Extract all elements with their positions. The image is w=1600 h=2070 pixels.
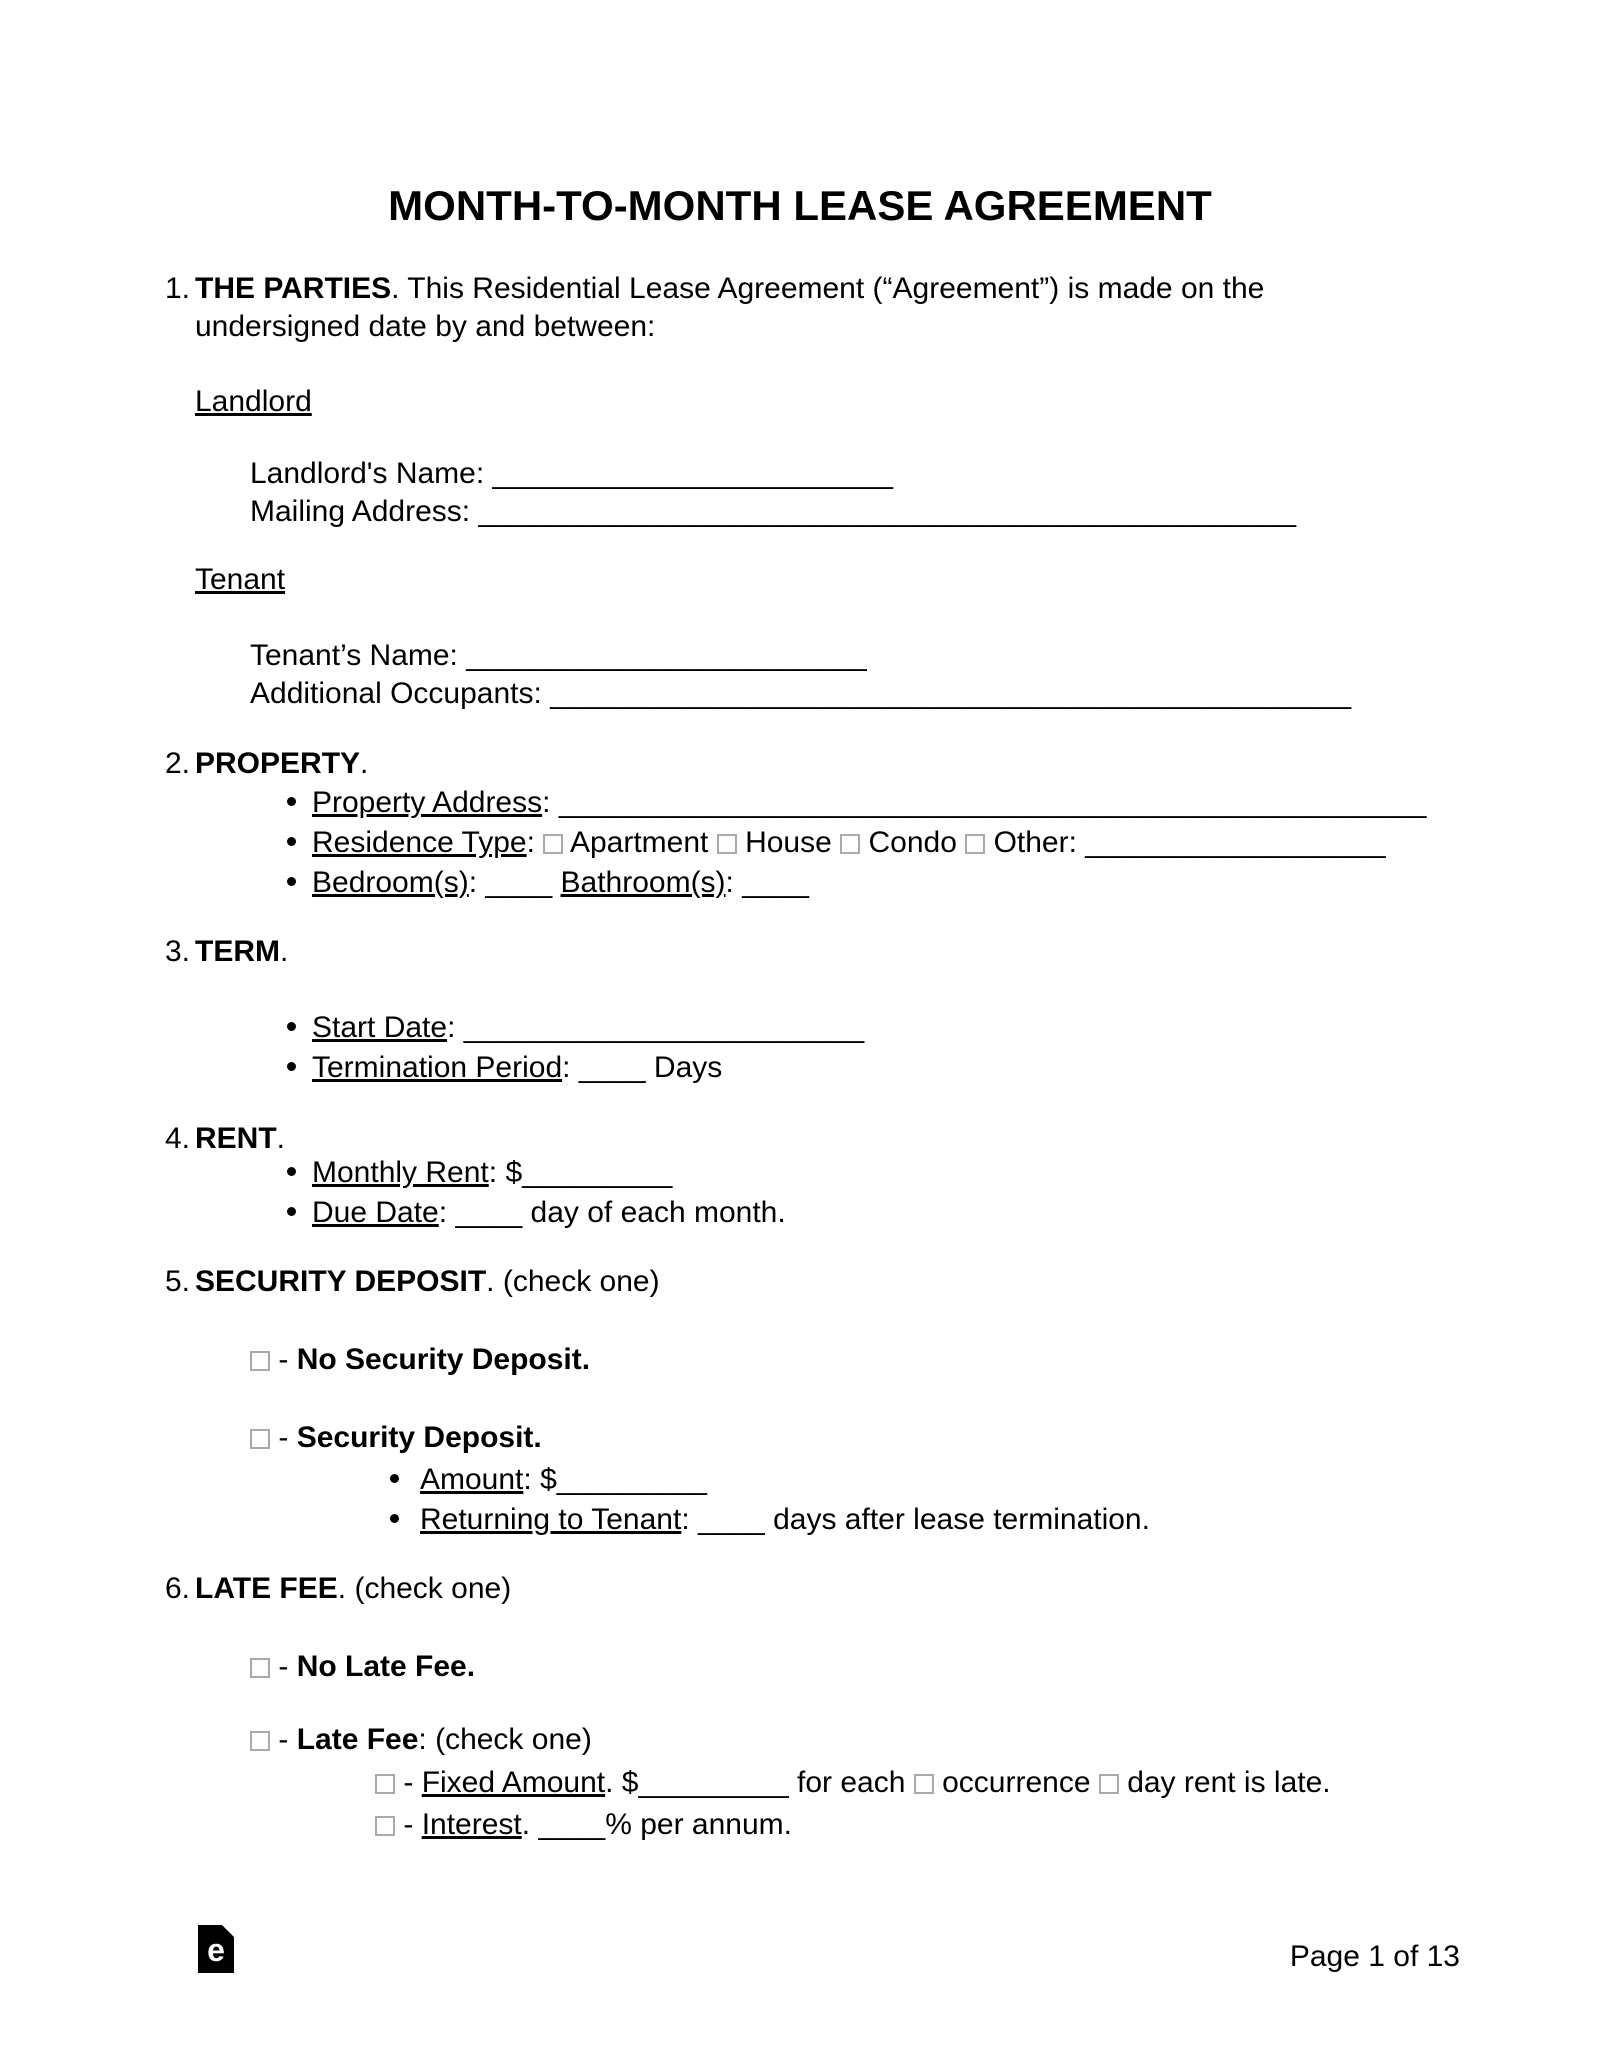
returning-to-tenant-suffix: days after lease termination. (773, 1503, 1150, 1536)
apartment-option-label: Apartment (569, 826, 709, 859)
mailing-address-label: Mailing Address: (250, 495, 471, 528)
section-number: 5. (165, 1265, 191, 1298)
tenant-fields (250, 637, 1351, 713)
tenant-name-row (250, 637, 1351, 675)
bullet-icon (390, 1514, 399, 1523)
colon: : (468, 866, 478, 899)
due-date-label: Due Date (312, 1196, 439, 1229)
parties-line-2: undersigned date by and between: (195, 310, 656, 343)
residence-type-label: Residence Type (312, 826, 527, 859)
returning-to-tenant-row (390, 1500, 1150, 1540)
amount-label: Amount (420, 1463, 524, 1496)
interest-suffix: % per annum. (605, 1808, 792, 1841)
mailing-address-row (250, 493, 1296, 531)
security-deposit-bullet-list (390, 1460, 1150, 1540)
no-late-fee-label: No Late Fee (296, 1650, 467, 1683)
no-late-fee-row (250, 1648, 475, 1686)
period: . (466, 1650, 476, 1683)
eforms-logo-letter: e (207, 1932, 225, 1968)
property-heading: PROPERTY (195, 747, 361, 780)
late-fee-option-row (250, 1721, 592, 1759)
monthly-rent-label: Monthly Rent (312, 1156, 489, 1189)
additional-occupants-blank-field[interactable]: ________________________________________________ (550, 677, 1352, 710)
section-number: 3. (165, 935, 191, 968)
bullet-icon (287, 837, 296, 846)
fixed-amount-for-each: for each (797, 1766, 906, 1799)
residence-type-row (287, 823, 1426, 863)
condo-checkbox[interactable] (840, 834, 860, 854)
interest-blank-field[interactable]: ____ (538, 1808, 606, 1841)
bedrooms-bathrooms-row (287, 863, 1426, 903)
rent-heading-row (165, 1120, 285, 1158)
day-rent-late-label: day rent is late. (1127, 1766, 1331, 1799)
bullet-icon (287, 1207, 296, 1216)
late-fee-heading: LATE FEE (195, 1572, 338, 1605)
landlord-name-blank-field[interactable]: ________________________ (492, 457, 893, 490)
no-security-deposit-label: No Security Deposit (296, 1343, 582, 1376)
property-address-label: Property Address (312, 786, 543, 819)
amount-blank-field[interactable]: _________ (556, 1463, 707, 1496)
dash: - (278, 1650, 289, 1683)
late-fee-checkbox[interactable] (250, 1731, 270, 1751)
period: . (533, 1421, 542, 1454)
start-date-row (287, 1008, 864, 1048)
section-parties (165, 270, 1264, 346)
house-checkbox[interactable] (717, 834, 737, 854)
due-date-row (287, 1193, 786, 1233)
tenant-name-label: Tenant’s Name: (250, 639, 458, 672)
fixed-amount-label: Fixed Amount (421, 1766, 606, 1799)
fixed-amount-checkbox[interactable] (375, 1774, 395, 1794)
due-date-suffix: day of each month. (530, 1196, 786, 1229)
eforms-logo-icon (198, 1925, 234, 1973)
property-bullet-list (287, 783, 1426, 903)
late-fee-option-label: Late Fee (296, 1723, 419, 1756)
colon: : (681, 1503, 690, 1536)
other-checkbox[interactable] (965, 834, 985, 854)
security-deposit-check-one: . (check one) (486, 1265, 660, 1298)
bullet-icon (287, 1062, 296, 1071)
colon: : (488, 1156, 498, 1189)
termination-period-label: Termination Period (312, 1051, 563, 1084)
monthly-rent-blank-field[interactable]: _________ (522, 1156, 673, 1189)
property-heading-row (165, 745, 368, 783)
no-security-deposit-checkbox[interactable] (250, 1351, 270, 1371)
colon: : (523, 1463, 532, 1496)
term-heading: TERM (195, 935, 280, 968)
mailing-address-blank-field[interactable]: _________________________________________________ (478, 495, 1296, 528)
colon: : (542, 786, 551, 819)
security-deposit-option-row (250, 1419, 542, 1457)
returning-to-tenant-label: Returning to Tenant (420, 1503, 682, 1536)
term-heading-period: . (280, 935, 289, 968)
parties-text: . This Residential Lease Agreement (“Agreement”) is made on the (391, 272, 1265, 305)
bullet-icon (287, 1167, 296, 1176)
bathrooms-blank-field[interactable]: ____ (742, 866, 809, 899)
colon: : (562, 1051, 571, 1084)
property-address-row (287, 783, 1426, 823)
bullet-icon (287, 797, 296, 806)
occurrence-checkbox[interactable] (914, 1774, 934, 1794)
colon: : (725, 866, 734, 899)
rent-heading: RENT (195, 1122, 277, 1155)
day-rent-late-checkbox[interactable] (1099, 1774, 1119, 1794)
termination-period-blank-field[interactable]: ____ (578, 1051, 646, 1084)
rent-bullet-list (287, 1153, 786, 1233)
occurrence-label: occurrence (942, 1766, 1091, 1799)
dollar-sign: $ (540, 1463, 557, 1496)
dash: - (278, 1723, 289, 1756)
no-security-deposit-row (250, 1341, 590, 1379)
no-late-fee-checkbox[interactable] (250, 1658, 270, 1678)
property-address-blank-field[interactable]: ____________________________________________________ (558, 786, 1427, 819)
page-title: MONTH-TO-MONTH LEASE AGREEMENT (388, 182, 1212, 229)
term-heading-row (165, 933, 288, 971)
bathrooms-label: Bathroom(s) (560, 866, 726, 899)
monthly-rent-row (287, 1153, 786, 1193)
other-blank-field[interactable]: __________________ (1085, 826, 1386, 859)
additional-occupants-label: Additional Occupants: (250, 677, 542, 710)
bullet-icon (390, 1474, 399, 1483)
section-number: 2. (165, 747, 191, 780)
interest-label: Interest (421, 1808, 522, 1841)
section-number: 4. (165, 1122, 191, 1155)
parties-heading: THE PARTIES (195, 272, 392, 305)
additional-occupants-row (250, 675, 1351, 713)
landlord-name-row (250, 455, 1296, 493)
rent-heading-period: . (276, 1122, 286, 1155)
condo-option-label: Condo (868, 826, 957, 859)
bedrooms-blank-field[interactable]: ____ (485, 866, 553, 899)
termination-period-row (287, 1048, 864, 1088)
dash: - (278, 1421, 289, 1454)
house-option-label: House (745, 826, 832, 859)
colon: : (438, 1196, 448, 1229)
fixed-amount-row (375, 1762, 1331, 1804)
interest-checkbox[interactable] (375, 1816, 395, 1836)
tenant-name-blank-field[interactable]: ________________________ (466, 639, 867, 672)
bullet-icon (287, 1022, 296, 1031)
section-number: 1. (165, 272, 191, 305)
dash: - (403, 1808, 414, 1841)
returning-to-tenant-blank-field[interactable]: ____ (698, 1503, 765, 1536)
term-bullet-list (287, 1008, 864, 1088)
tenant-heading: Tenant (195, 563, 286, 596)
apartment-checkbox[interactable] (543, 834, 563, 854)
security-deposit-heading: SECURITY DEPOSIT (195, 1265, 487, 1298)
dash: - (278, 1343, 289, 1376)
late-fee-check-one: . (check one) (337, 1572, 512, 1605)
start-date-label: Start Date (312, 1011, 448, 1044)
start-date-blank-field[interactable]: ________________________ (463, 1011, 865, 1044)
period: . (581, 1343, 591, 1376)
security-deposit-heading-row (165, 1263, 660, 1301)
parties-line-1 (165, 270, 1264, 308)
fixed-amount-mid: . $ (605, 1766, 639, 1799)
colon: : (526, 826, 535, 859)
late-fee-option-suffix: : (check one) (418, 1723, 592, 1756)
due-date-blank-field[interactable]: ____ (455, 1196, 523, 1229)
other-option-label: Other: (993, 826, 1077, 859)
security-deposit-option-label: Security Deposit (296, 1421, 534, 1454)
fixed-amount-blank-field[interactable]: _________ (638, 1766, 789, 1799)
landlord-name-label: Landlord's Name: (250, 457, 485, 490)
security-deposit-checkbox[interactable] (250, 1429, 270, 1449)
page-number: Page 1 of 13 (1289, 1940, 1460, 1973)
interest-period: . (521, 1808, 531, 1841)
dash: - (403, 1766, 414, 1799)
property-heading-period: . (360, 747, 369, 780)
section-number: 6. (165, 1572, 191, 1605)
bedrooms-label: Bedroom(s) (312, 866, 469, 899)
landlord-fields (250, 455, 1296, 531)
dollar-sign: $ (505, 1156, 523, 1189)
landlord-heading: Landlord (195, 385, 312, 418)
termination-period-suffix: Days (653, 1051, 723, 1084)
late-fee-sub-options (375, 1762, 1331, 1846)
late-fee-heading-row (165, 1570, 511, 1608)
amount-row (390, 1460, 1150, 1500)
interest-row (375, 1804, 1331, 1846)
colon: : (447, 1011, 456, 1044)
bullet-icon (287, 877, 296, 886)
